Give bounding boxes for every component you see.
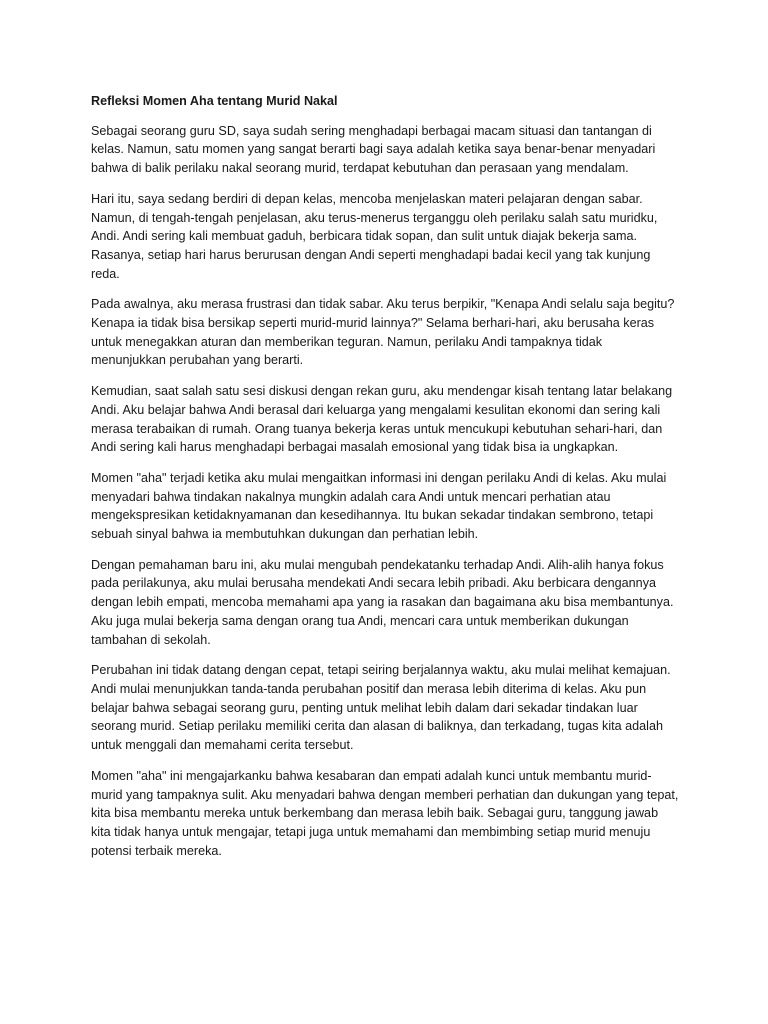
paragraph: Kemudian, saat salah satu sesi diskusi dengan rekan guru, aku mendengar kisah tentang latar belakang Andi. Aku belajar bahwa Andi berasal dari keluarga yang mengalami kesulitan ekonomi dan sering kali merasa terabaikan di rumah. Orang tuanya bekerja keras untuk mencukupi kebutuhan sehari-hari, dan Andi sering kali harus menghadapi berbagai masalah emosional yang tidak bisa ia ungkapkan.: [91, 384, 673, 455]
paragraph: Momen "aha" ini mengajarkanku bahwa kesabaran dan empati adalah kunci untuk membantu murid-murid yang tampaknya sulit. Aku menyadari bahwa dengan memberi perhatian dan dukungan yang tepat, kita bisa membantu mereka untuk berkembang dan merasa lebih baik. Sebagai guru, tanggung jawab kita tidak hanya untuk mengajar, tetapi juga untuk memahami dan membimbing setiap murid menuju potensi terbaik mereka.: [91, 768, 679, 858]
paragraph: Momen "aha" terjadi ketika aku mulai mengaitkan informasi ini dengan perilaku Andi di kelas. Aku mulai menyadari bahwa tindakan nakalnya mungkin adalah cara Andi untuk mencari perhatian atau mengekspresikan ketidaknyamanan dan kesedihannya. Itu bukan sekadar tindakan sembrono, tetapi sebuah sinyal bahwa ia membutuhkan dukungan dan perhatian lebih.: [91, 470, 667, 542]
paragraph: Dengan pemahaman baru ini, aku mulai mengubah pendekatanku terhadap Andi. Alih-alih hanya fokus pada perilakunya, aku mulai berusaha mendekati Andi secara lebih pribadi. Aku berbicara dengannya dengan lebih empati, mencoba memahami apa yang ia rasakan dan bagaimana aku bisa membantunya. Aku juga mulai bekerja sama dengan orang tua Andi, mencari cara untuk memberikan dukungan tambahan di sekolah.: [91, 557, 674, 647]
paragraph: Hari itu, saya sedang berdiri di depan kelas, mencoba menjelaskan materi pelajaran dengan sabar. Namun, di tengah-tengah penjelasan, aku terus-menerus terganggu oleh perilaku salah satu muridku, Andi. Andi sering kali membuat gaduh, berbicara tidak sopan, dan sulit untuk diajak bekerja sama. Rasanya, setiap hari harus berurusan dengan Andi seperti menghadapi badai kecil yang tak kunjung reda.: [91, 191, 658, 281]
document-body: [91, 92, 679, 872]
paragraph: Sebagai seorang guru SD, saya sudah sering menghadapi berbagai macam situasi dan tantangan di kelas. Namun, satu momen yang sangat berarti bagi saya adalah ketika saya benar-benar menyadari bahwa di balik perilaku nakal seorang murid, terdapat kebutuhan dan perasaan yang mendalam.: [91, 123, 656, 176]
paragraph: Perubahan ini tidak datang dengan cepat, tetapi seiring berjalannya waktu, aku mulai melihat kemajuan. Andi mulai menunjukkan tanda-tanda perubahan positif dan merasa lebih diterima di kelas. Aku pun belajar bahwa sebagai seorang guru, penting untuk melihat lebih dalam dari sekadar tindakan luar seorang murid. Setiap perilaku memiliki cerita dan alasan di baliknya, dan terkadang, tugas kita adalah untuk menggali dan memahami cerita tersebut.: [91, 663, 671, 753]
document-title: Refleksi Momen Aha tentang Murid Nakal: [91, 94, 338, 108]
paragraph: Pada awalnya, aku merasa frustrasi dan tidak sabar. Aku terus berpikir, "Kenapa Andi selalu saja begitu? Kenapa ia tidak bisa bersikap seperti murid-murid lainnya?" Selama berhari-hari, aku berusaha keras untuk menegakkan aturan dan memberikan teguran. Namun, perilaku Andi tampaknya tidak menunjukkan perubahan yang berarti.: [91, 297, 675, 368]
